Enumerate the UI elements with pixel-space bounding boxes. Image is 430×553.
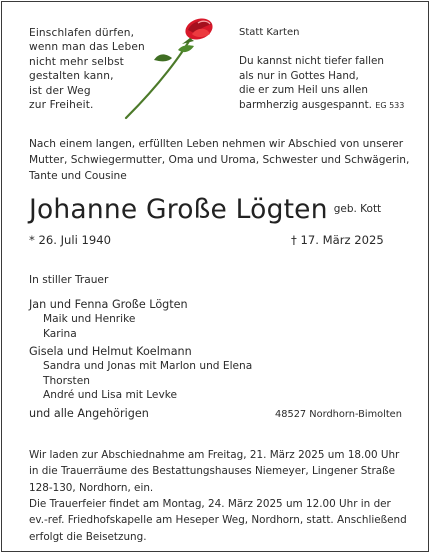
poem-line: nicht mehr selbst bbox=[29, 55, 124, 68]
verse-line-text: barmherzig ausgespannt. bbox=[239, 98, 372, 111]
intro-text bbox=[29, 136, 421, 185]
all-relatives: und alle Angehörigen bbox=[29, 407, 149, 420]
family-head: Jan und Fenna Große Lögten bbox=[29, 298, 188, 311]
rose-leaf bbox=[178, 45, 194, 52]
paragraph-line: 128-130, Nordhorn, ein. bbox=[29, 481, 154, 494]
bible-verse bbox=[239, 54, 404, 113]
paragraph-line: erfolgt die Beisetzung. bbox=[29, 530, 147, 543]
verse-reference: EG 533 bbox=[375, 100, 405, 110]
family-members bbox=[43, 312, 135, 341]
location: 48527 Nordhorn-Bimolten bbox=[275, 409, 402, 420]
verse-line: die er zum Heil uns allen bbox=[239, 84, 368, 96]
death-date: † 17. März 2025 bbox=[291, 233, 384, 247]
rose-leaf bbox=[154, 54, 172, 61]
verse-line bbox=[239, 98, 404, 114]
farewell-invitation bbox=[29, 447, 424, 496]
poem-line: wenn man das Leben bbox=[29, 41, 145, 54]
family-member: Thorsten bbox=[43, 374, 90, 387]
obituary-notice bbox=[1, 1, 429, 552]
family-member: André und Lisa mit Levke bbox=[43, 389, 177, 402]
paragraph-line: Wir laden zur Abschiednahme am Freitag, 21. März 2025 um 18.00 Uhr bbox=[29, 449, 400, 461]
family-member: Sandra und Jonas mit Marlon und Elena bbox=[43, 360, 253, 372]
paragraph-line: in die Trauerräume des Bestattungshauses Niemeyer, Lingener Straße bbox=[29, 465, 396, 478]
intro-line: Nach einem langen, erfüllten Leben nehmen wir Abschied von unserer bbox=[29, 138, 404, 150]
family-members bbox=[43, 359, 252, 403]
verse-line: Du kannst nicht tiefer fallen bbox=[239, 55, 384, 67]
intro-line: Mutter, Schwiegermutter, Oma und Uroma, Schwester und Schwägerin, bbox=[29, 154, 410, 167]
poem-line: ist der Weg bbox=[29, 84, 91, 97]
paragraph-line: ev.-ref. Friedhofskapelle am Heseper Weg, Nordhorn, statt. Anschließend bbox=[29, 514, 407, 527]
rose-image bbox=[120, 14, 220, 122]
poem-line: gestalten kann, bbox=[29, 70, 114, 83]
intro-line: Tante und Cousine bbox=[29, 170, 127, 183]
in-stiller-trauer: In stiller Trauer bbox=[29, 274, 109, 286]
funeral-info bbox=[29, 496, 424, 545]
statt-karten-label: Statt Karten bbox=[239, 27, 300, 38]
family-member: Karina bbox=[43, 327, 77, 340]
family-member: Maik und Henrike bbox=[43, 313, 136, 325]
family-head: Gisela und Helmut Koelmann bbox=[29, 345, 192, 358]
deceased-name-line bbox=[29, 194, 381, 225]
poem-line: Einschlafen dürfen, bbox=[29, 27, 135, 39]
birth-date: * 26. Juli 1940 bbox=[29, 233, 112, 247]
poem-line: zur Freiheit. bbox=[29, 99, 94, 112]
birth-name: geb. Kott bbox=[333, 203, 382, 215]
paragraph-line: Die Trauerfeier findet am Montag, 24. März 2025 um 12.00 Uhr in der bbox=[29, 498, 391, 510]
deceased-name: Johanne Große Lögten bbox=[29, 194, 328, 225]
verse-line: als nur in Gottes Hand, bbox=[239, 69, 359, 82]
